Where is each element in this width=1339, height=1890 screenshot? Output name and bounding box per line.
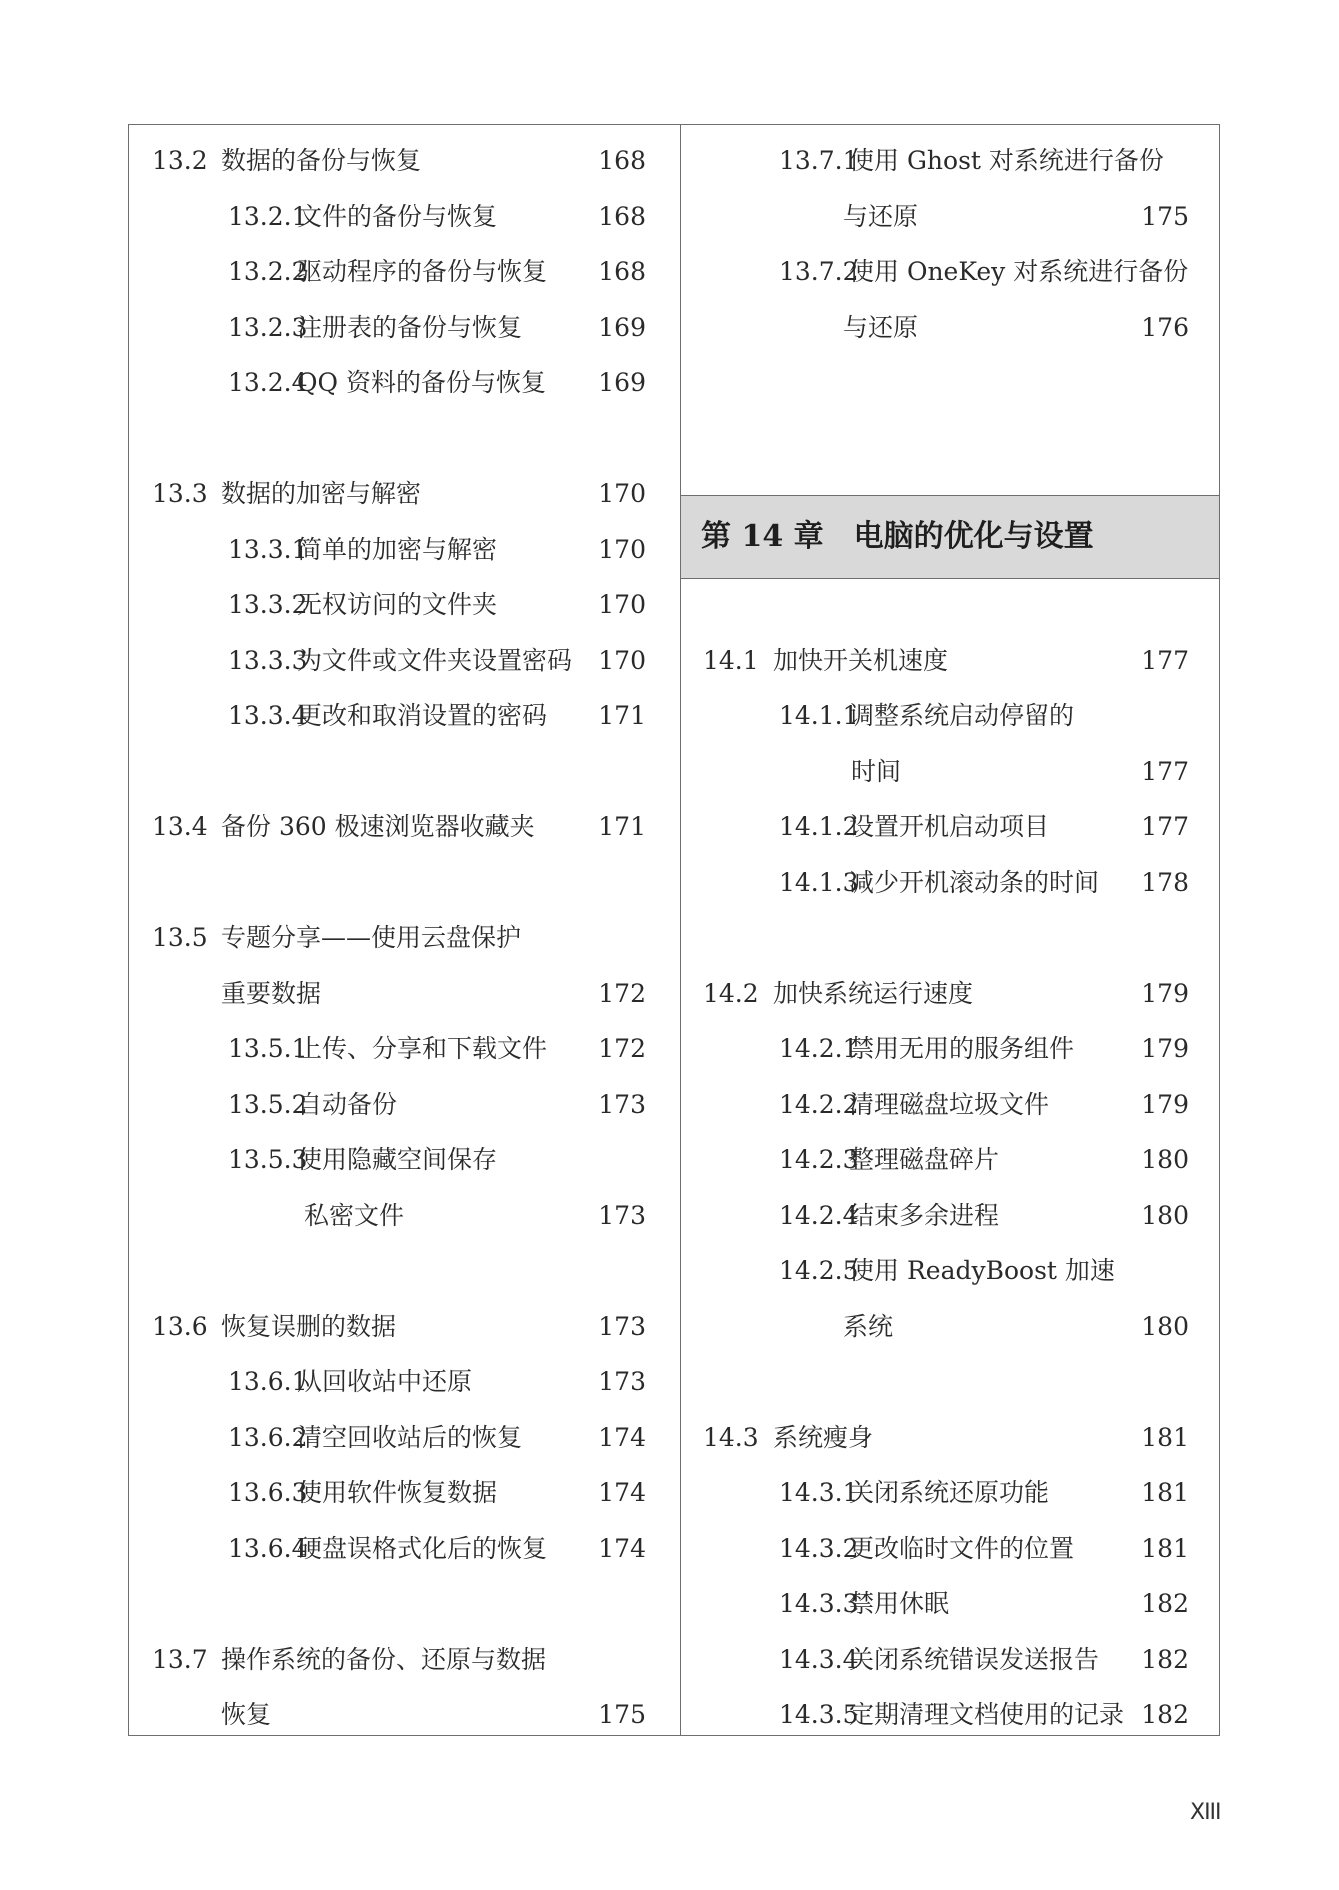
section-title: 加快开关机速度: [773, 645, 949, 675]
section-title: 系统瘦身: [773, 1422, 874, 1452]
right-entry: [681, 189, 1219, 245]
right-entry: [681, 1687, 1219, 1743]
page-ref: 168: [598, 257, 646, 286]
section-number: 13.3.3: [228, 645, 308, 675]
section-title: 恢复误删的数据: [221, 1311, 397, 1341]
section-title: 更改临时文件的位置: [849, 1533, 1075, 1563]
section-title: 专题分享——使用云盘保护: [221, 923, 522, 952]
left-entry: [129, 189, 680, 245]
section-title: 驱动程序的备份与恢复: [297, 257, 548, 286]
toc-left-column: [129, 125, 680, 1735]
section-title: 数据的加密与解密: [221, 479, 422, 508]
page-ref: 181: [1141, 1478, 1189, 1507]
right-entry: [681, 688, 1219, 744]
left-entry: [129, 1188, 680, 1244]
right-entry: [681, 855, 1219, 911]
page-number: XIII: [1190, 1800, 1221, 1825]
page-ref: 173: [598, 1200, 646, 1230]
page-ref: 173: [598, 1311, 646, 1341]
section-number: 13.5.2: [228, 1089, 308, 1119]
left-entry: [129, 466, 680, 522]
section-number: 13.5.1: [228, 1034, 308, 1063]
section-number: 13.5: [152, 923, 208, 952]
page-ref: 179: [1141, 978, 1189, 1008]
page-ref: 181: [1141, 1422, 1189, 1452]
section-title: 使用隐藏空间保存: [297, 1145, 498, 1174]
page-ref: 170: [598, 590, 646, 619]
section-number: 13.2.1: [228, 201, 308, 231]
section-title: 时间: [851, 756, 902, 786]
section-title: QQ 资料的备份与恢复: [297, 368, 546, 397]
section-number: 13.6.3: [228, 1478, 308, 1507]
section-number: 14.3.5: [779, 1700, 859, 1729]
section-number: 14.2.3: [779, 1145, 859, 1174]
section-number: 14.3.1: [779, 1478, 859, 1507]
page-ref: 174: [598, 1478, 646, 1507]
section-title: 调整系统启动停留的: [849, 701, 1075, 730]
page-ref: 175: [1141, 201, 1189, 231]
section-title: 禁用休眠: [849, 1589, 950, 1618]
section-title: 系统: [843, 1311, 894, 1341]
section-number: 14.2: [703, 978, 759, 1008]
section-title: 文件的备份与恢复: [297, 201, 498, 231]
page-ref: 169: [598, 368, 646, 397]
section-title: 为文件或文件夹设置密码: [297, 645, 573, 675]
section-title: 加快系统运行速度: [773, 978, 974, 1008]
left-entry: [129, 577, 680, 633]
left-entry: [129, 355, 680, 411]
section-number: 14.1.1: [779, 701, 859, 730]
page-ref: 180: [1141, 1311, 1189, 1341]
section-title: 数据的备份与恢复: [221, 146, 422, 175]
left-entry: [129, 633, 680, 689]
right-entry: [681, 1576, 1219, 1632]
left-entry: [129, 1521, 680, 1577]
chapter-heading-band: [681, 495, 1219, 579]
section-number: 14.3.4: [779, 1644, 859, 1674]
section-number: 13.7: [152, 1644, 208, 1674]
section-title: 上传、分享和下载文件: [297, 1034, 548, 1063]
section-title: 禁用无用的服务组件: [849, 1034, 1075, 1063]
page-ref: 168: [598, 201, 646, 231]
section-title: 使用软件恢复数据: [297, 1478, 498, 1507]
section-number: 14.3.3: [779, 1589, 859, 1618]
toc-frame: [128, 124, 1220, 1736]
page-ref: 176: [1141, 312, 1189, 342]
section-number: 13.2: [152, 146, 208, 175]
page-ref: 172: [598, 978, 646, 1008]
page-ref: 179: [1141, 1089, 1189, 1119]
section-title: 恢复: [221, 1700, 272, 1729]
section-title: 清理磁盘垃圾文件: [849, 1089, 1050, 1119]
page-ref: 178: [1141, 867, 1189, 897]
left-entry: [129, 1077, 680, 1133]
section-number: 13.7.1: [779, 146, 859, 175]
section-title: 注册表的备份与恢复: [297, 312, 523, 342]
page-ref: 182: [1141, 1700, 1189, 1729]
section-number: 14.2.2: [779, 1089, 859, 1119]
page-ref: 170: [598, 534, 646, 564]
section-number: 13.4: [152, 812, 208, 841]
page-ref: 174: [598, 1533, 646, 1563]
section-title: 使用 OneKey 对系统进行备份: [849, 257, 1189, 286]
left-entry: [129, 522, 680, 578]
right-entry: [681, 1465, 1219, 1521]
left-entry: [129, 133, 680, 189]
section-number: 14.1: [703, 645, 759, 675]
right-entry: [681, 1410, 1219, 1466]
right-entry: [681, 244, 1219, 300]
left-entry: [129, 1410, 680, 1466]
section-title: 定期清理文档使用的记录: [849, 1700, 1125, 1729]
right-entry: [681, 744, 1219, 800]
section-title: 简单的加密与解密: [297, 534, 498, 564]
left-entry: [129, 244, 680, 300]
section-number: 14.3.2: [779, 1533, 859, 1563]
page-ref: 179: [1141, 1034, 1189, 1063]
section-title: 关闭系统还原功能: [849, 1478, 1050, 1507]
section-number: 14.1.3: [779, 867, 859, 897]
page-ref: 174: [598, 1422, 646, 1452]
right-entry: [681, 1132, 1219, 1188]
section-number: 13.3.1: [228, 534, 308, 564]
section-title: 关闭系统错误发送报告: [849, 1644, 1100, 1674]
page-ref: 173: [598, 1089, 646, 1119]
section-number: 13.2.3: [228, 312, 308, 342]
page-ref: 181: [1141, 1533, 1189, 1563]
section-number: 14.2.4: [779, 1200, 859, 1230]
page-ref: 177: [1141, 645, 1189, 675]
right-entry: [681, 1077, 1219, 1133]
section-number: 14.2.5: [779, 1256, 859, 1285]
section-number: 13.6.4: [228, 1533, 308, 1563]
page-ref: 170: [598, 645, 646, 675]
page-ref: 180: [1141, 1145, 1189, 1174]
section-number: 13.6: [152, 1311, 208, 1341]
section-number: 13.3.2: [228, 590, 308, 619]
chapter-heading: 第 14 章 电脑的优化与设置: [701, 519, 1094, 554]
right-entry: [681, 1299, 1219, 1355]
page-ref: 171: [598, 812, 646, 841]
right-entry: [681, 1521, 1219, 1577]
right-entry: [681, 1632, 1219, 1688]
page-ref: 168: [598, 146, 646, 175]
right-entry: [681, 633, 1219, 689]
section-title: 结束多余进程: [849, 1200, 1000, 1230]
left-entry: [129, 1465, 680, 1521]
right-entry: [681, 1188, 1219, 1244]
section-title: 操作系统的备份、还原与数据: [221, 1644, 547, 1674]
left-entry: [129, 1021, 680, 1077]
section-number: 14.3: [703, 1422, 759, 1452]
section-title: 备份 360 极速浏览器收藏夹: [221, 812, 535, 841]
left-entry: [129, 1132, 680, 1188]
page-ref: 171: [598, 701, 646, 730]
section-title: 硬盘误格式化后的恢复: [297, 1533, 548, 1563]
page-ref: 172: [598, 1034, 646, 1063]
right-entry: [681, 1021, 1219, 1077]
section-title: 从回收站中还原: [297, 1367, 473, 1396]
page-ref: 177: [1141, 812, 1189, 841]
section-number: 14.1.2: [779, 812, 859, 841]
toc-right-column: [681, 125, 1219, 1735]
section-number: 13.2.2: [228, 257, 308, 286]
page-ref: 177: [1141, 756, 1189, 786]
section-title: 私密文件: [304, 1200, 405, 1230]
section-number: 13.3.4: [228, 701, 308, 730]
section-title: 整理磁盘碎片: [849, 1145, 1000, 1174]
section-title: 设置开机启动项目: [849, 812, 1050, 841]
left-entry: [129, 688, 680, 744]
section-number: 14.2.1: [779, 1034, 859, 1063]
right-entry: [681, 300, 1219, 356]
page-ref: 175: [598, 1700, 646, 1729]
section-title: 自动备份: [297, 1089, 398, 1119]
left-entry: [129, 1299, 680, 1355]
section-number: 13.5.3: [228, 1145, 308, 1174]
left-entry: [129, 910, 680, 966]
left-entry: [129, 1354, 680, 1410]
right-entry: [681, 966, 1219, 1022]
right-entry: [681, 799, 1219, 855]
page-ref: 182: [1141, 1644, 1189, 1674]
left-entry: [129, 1632, 680, 1688]
section-title: 与还原: [843, 312, 919, 342]
section-title: 清空回收站后的恢复: [297, 1422, 523, 1452]
page-ref: 182: [1141, 1589, 1189, 1618]
section-number: 13.3: [152, 479, 208, 508]
section-number: 13.7.2: [779, 257, 859, 286]
section-number: 13.6.1: [228, 1367, 308, 1396]
left-entry: [129, 300, 680, 356]
page-ref: 180: [1141, 1200, 1189, 1230]
page-ref: 169: [598, 312, 646, 342]
page-ref: 173: [598, 1367, 646, 1396]
section-title: 重要数据: [221, 978, 322, 1008]
right-entry: [681, 1243, 1219, 1299]
section-title: 使用 ReadyBoost 加速: [849, 1256, 1115, 1285]
section-title: 减少开机滚动条的时间: [849, 867, 1100, 897]
section-title: 更改和取消设置的密码: [297, 701, 548, 730]
right-entry: [681, 133, 1219, 189]
section-number: 13.6.2: [228, 1422, 308, 1452]
section-title: 无权访问的文件夹: [297, 590, 498, 619]
left-entry: [129, 966, 680, 1022]
page-ref: 170: [598, 479, 646, 508]
section-number: 13.2.4: [228, 368, 308, 397]
left-entry: [129, 1687, 680, 1743]
left-entry: [129, 799, 680, 855]
section-title: 与还原: [843, 201, 919, 231]
section-title: 使用 Ghost 对系统进行备份: [849, 146, 1164, 175]
